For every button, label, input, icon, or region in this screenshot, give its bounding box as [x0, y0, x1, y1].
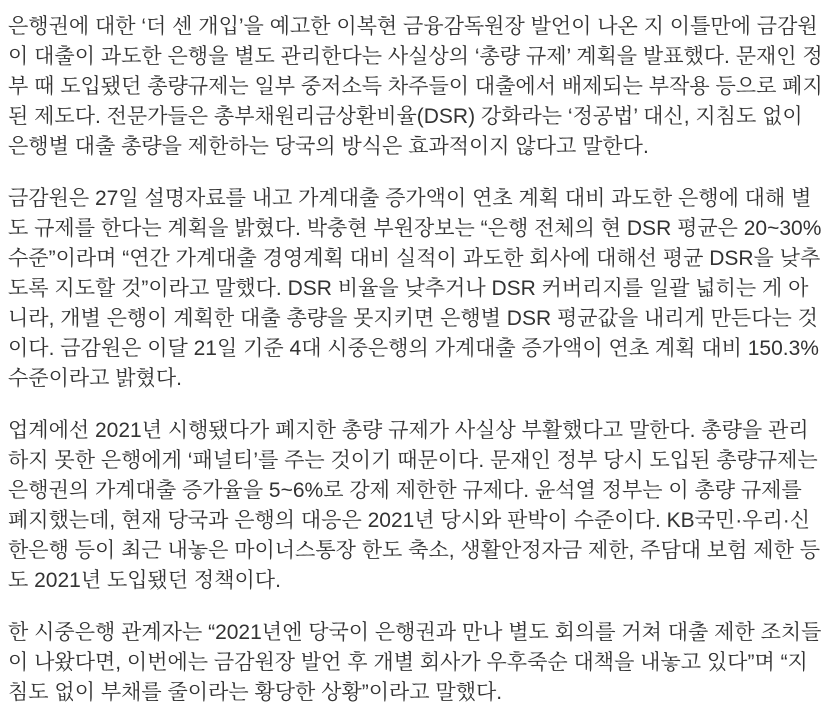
article-paragraph: 은행권에 대한 ‘더 센 개입’을 예고한 이복현 금융감독원장 발언이 나온 지 이틀만에 금감원이 대출이 과도한 은행을 별도 관리한다는 사실상의 ‘총량 규제’ 계획을 발표했다. 문재인 정부 때 도입됐던 총량규제는 일부 중저소득 차주들이 대출에서 배제되는 부작용 등으로 폐지된 제도다. 전문가들은 총부채원리금상환비율(DSR) 강화라는 ‘정공법’ 대신, 지침도 없이 은행별 대출 총량을 제한하는 당국의 방식은 효과적이지 않다고 말한다.: [8, 15, 823, 158]
article-paragraph: 금감원은 27일 설명자료를 내고 가계대출 증가액이 연초 계획 대비 과도한 은행에 대해 별도 규제를 한다는 계획을 밝혔다. 박충현 부원장보는 “은행 전체의 현 DSR 평균은 20~30% 수준”이라며 “연간 가계대출 경영계획 대비 실적이 과도한 회사에 대해선 평균 DSR을 낮추도록 지도할 것”이라고 말했다. DSR 비율을 낮추거나 DSR 커버리지를 일괄 넓히는 게 아니라, 개별 은행이 계획한 대출 총량을 못지키면 은행별 DSR 평균값을 내리게 만든다는 것이다. 금감원은 이달 21일 기준 4대 시중은행의 가계대출 증가액이 연초 계획 대비 150.3% 수준이라고 밝혔다.: [8, 187, 822, 390]
article-paragraph: 업계에선 2021년 시행됐다가 폐지한 총량 규제가 사실상 부활했다고 말한다. 총량을 관리하지 못한 은행에게 ‘패널티’를 주는 것이기 때문이다. 문재인 정부 당시 도입된 총량규제는 은행권의 가계대출 증가율을 5~6%로 강제 제한한 규제다. 윤석열 정부는 이 총량 규제를 폐지했는데, 현재 당국과 은행의 대응은 2021년 당시와 판박이 수준이다. KB국민·우리·신한은행 등이 최근 내놓은 마이너스통장 한도 축소, 생활안정자금 제한, 주담대 보험 제한 등도 2021년 도입됐던 정책이다.: [8, 419, 820, 592]
article-paragraph: 한 시중은행 관계자는 “2021년엔 당국이 은행권과 만나 별도 회의를 거쳐 대출 제한 조치들이 나왔다면, 이번에는 금감원장 발언 후 개별 회사가 우후죽순 대책을 내놓고 있다”며 “지침도 없이 부채를 줄이라는 황당한 상황”이라고 말했다.: [8, 621, 822, 704]
